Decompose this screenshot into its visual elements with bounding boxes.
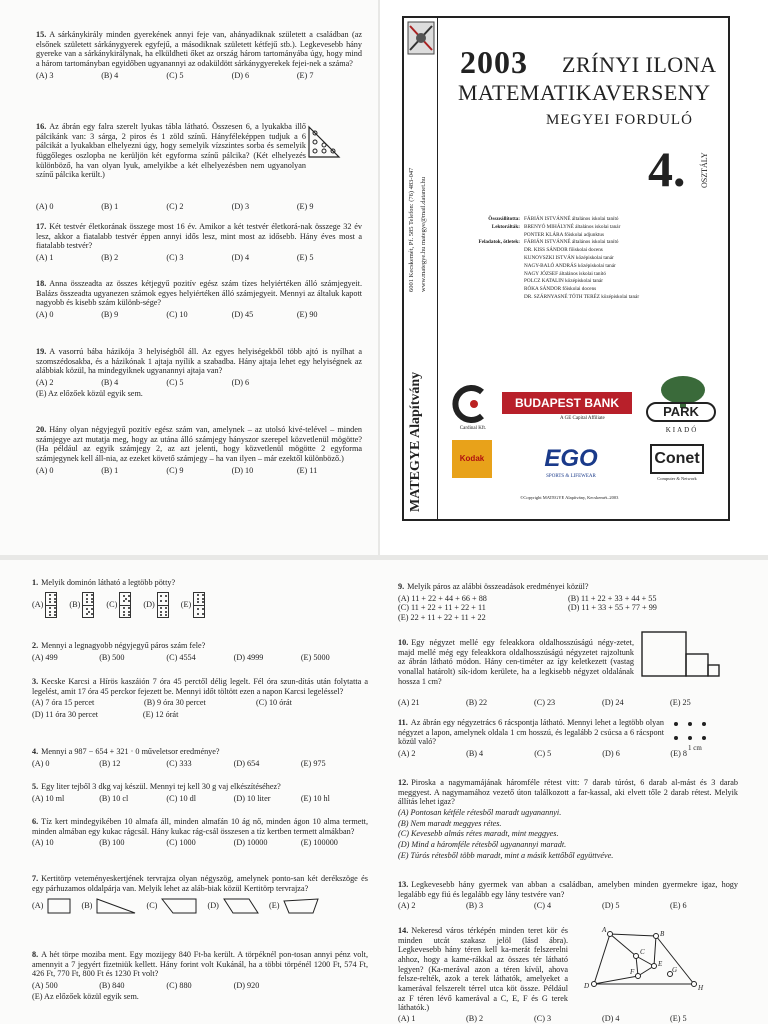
domino-pip	[165, 600, 167, 602]
domino-pip	[160, 600, 162, 602]
shape-d	[223, 897, 259, 915]
hole-board-figure	[306, 124, 342, 160]
gutter-horizontal	[0, 555, 768, 560]
staff-authors: Feladatok, ötletek: FÁBIÁN ISTVÁNNÉ általános iskolai tanító DR. KISS SÁNDOR főiskolai docens KUNOVSZKI ISTVÁN középiskolai tanár NAGY-BALÓ ANDRÁS középiskolai tanár NAGY JÓZSEF általános iskolai tanító POLCZ KATALIN középiskolai tanár RÓKA SÁNDOR főiskolai docens DR. SZÁRNYASNÉ TÓTH TERÉZ középiskolai tanár	[478, 239, 640, 300]
domino-pip	[54, 611, 56, 613]
conet-sub: Computer & Network	[657, 476, 697, 481]
domino-pip	[128, 611, 130, 613]
domino-pip	[91, 598, 93, 600]
domino-pip	[197, 613, 199, 615]
domino-pip	[49, 611, 51, 613]
question-11: 11. Az ábrán egy négyzetrács 6 rácspontja látható. Mennyi lehet a legtöbb olyan négyzet a lapon, amelynek oldala 1 cm hosszú, és legalább 2 csúcsa a 6 rácspont közül való? (A) 2 (B) 4 (C) 5 (D) 6 (E) 8	[398, 718, 687, 759]
question-7: 7. Kertitörp veteményeskertjének tervrajza olyan négyszög, amelynek ponto-san két derékszöge és egy párhuzamos oldalpárja van. Melyik lehet az aláb-biak közül Kertitörp tervrajza? (A) (B) (C) (D) (E)	[32, 874, 368, 915]
contest-year: 2003	[460, 44, 528, 80]
gutter-vertical	[378, 0, 380, 555]
domino-d	[157, 592, 169, 618]
question-15: 15. A sárkánykirály minden gyerekének annyi feje van, ahányadiknak született a családban (az elsőnek született sárkánygyerek egyfejű, a másodiknak született kétfejű stb.). Legkevesebb hány gyereke van a sárkánykirálynak, ha elküldheti őket az ország három tartományába úgy, hogy mind a három tartományban egyidőben ugyanannyi az odaküldött sárkánygyerekek fejei-nek a száma? (A) 3 (B) 4 (C) 5 (D) 6 (E) 7	[36, 30, 362, 80]
publisher-web: www.mategye.hu mategye@mail.datanet.hu	[420, 176, 427, 292]
domino-pip	[86, 601, 88, 603]
domino-pip	[197, 598, 199, 600]
domino-pip	[197, 601, 199, 603]
question-9: 9. Melyik páros az alábbi összeadások eredményei közül? (A) 11 + 22 + 44 + 66 + 88 (B) 11 + 22 + 33 + 44 + 55 (C) 11 + 22 + 11 + 22 + 11 (D) 11 + 33 + 55 + 77 + 99 (E) 22 + 11 + 22 + 11 + 22	[398, 582, 657, 623]
shape-e	[283, 897, 319, 915]
domino-pip	[123, 607, 125, 609]
domino-a	[45, 592, 57, 618]
lattice-points-figure	[670, 718, 714, 746]
conet-logo: Conet	[650, 444, 704, 474]
question-4: 4. Mennyi a 987 − 654 + 321 · 0 műveletsor eredménye? (A) 0 (B) 12 (C) 333 (D) 654 (E) 975	[32, 747, 326, 768]
domino-pip	[54, 594, 56, 596]
map-label-f: F	[630, 968, 635, 976]
domino-pip	[160, 595, 162, 597]
question-10: 10. Egy négyzet mellé egy feleakkora oldalhosszúságú négy-zetet, majd mellé még egy feleakkora oldalhosszúságú négyzetet rajzoltunk az ábrán látható módon. Hány cen-timéter az így keletkezett (vastag vonallal határolt) sík-idom kerülete, ha a legkisebb négyzet oldalának hossza 1 cm?	[398, 638, 634, 686]
staff-compiler: Összeállította: FÁBIÁN ISTVÁNNÉ általános iskolai tanító	[488, 216, 619, 222]
domino-e	[193, 592, 205, 618]
map-label-d: D	[584, 982, 590, 990]
question-14-options: (A) 1 (B) 2 (C) 3 (D) 4 (E) 5	[398, 1014, 687, 1023]
domino-pip	[165, 614, 167, 616]
cardinal-logo-icon	[452, 384, 492, 424]
contest-name: ZRÍNYI ILONA	[562, 52, 717, 77]
domino-pip	[49, 601, 51, 603]
domino-pip	[91, 613, 93, 615]
kodak-logo: Kodak	[452, 440, 492, 478]
map-label-g: G	[672, 966, 678, 974]
domino-pip	[202, 598, 204, 600]
map-label-h: H	[698, 984, 704, 992]
domino-pip	[202, 613, 204, 615]
shape-c	[161, 897, 197, 915]
domino-b	[82, 592, 94, 618]
domino-pip	[54, 598, 56, 600]
domino-pip	[86, 608, 88, 610]
shape-b	[96, 897, 136, 915]
lattice-unit-label: 1 cm	[688, 744, 702, 752]
domino-pip	[160, 614, 162, 616]
domino-pip	[86, 594, 88, 596]
question-20: 20. Hány olyan négyjegyű pozitív egész szám van, amelynek – az utolsó kivé-telével – minden számjegye azt mutatja meg, hogy az utána álló számjegy hányszor szerepel közvetlenül mögötte? (Ha például az egyik számjegy 2, az azt jelenti, hogy közvetlenül mögötte 2 egyforma számjegynek kell áll-nia, az ezeket követő számjegy – ha van ilyen – már ezektől különböző.) (A) 0 (B) 1 (C) 9 (D) 10 (E) 11	[36, 425, 362, 475]
domino-options: (A) (B) (C) (D) (E)	[32, 592, 368, 618]
shape-options: (A) (B) (C) (D) (E)	[32, 897, 368, 915]
domino-pip	[160, 611, 162, 613]
question-2: 2. Mennyi a legnagyobb négyjegyű páros szám fele? (A) 499 (B) 500 (C) 4554 (D) 4999 (E) 5000	[32, 641, 330, 662]
budapest-bank-sub: A GE Capital Affiliate	[560, 416, 605, 421]
domino-pip	[165, 595, 167, 597]
question-1: 1. Melyik dominón látható a legtöbb pötty? (A) (B) (C) (D) (E)	[32, 578, 368, 618]
domino-pip	[86, 613, 88, 615]
domino-pip	[49, 607, 51, 609]
copyright: ©Copyright MATEGYE Alapítvány, Kecskemét–2003	[520, 495, 619, 500]
question-17: 17. Két testvér életkorának összege most 16 év. Amikor a két testvér életkorá-nak összege 32 év lesz, akkor a fiatalabb testvér éppen annyi idős lesz, mint most az idősebb. Hány éves most a fiatalabb testvér? (A) 1 (B) 2 (C) 3 (D) 4 (E) 5	[36, 222, 362, 263]
shape-a	[47, 897, 71, 915]
question-3: 3. Kecske Karcsi a Hírös kaszáión 7 óra 45 perctől délig legelt. Fél óra szun-dítás után folytatta a legelést, amit 17 óra 45 perckor fejezett be. Mennyi időt töltött ezen a napon Karcsi legeléssel? (A) 7 óra 15 percet (B) 9 óra 30 percet (C) 10 órát (D) 11 óra 30 percet (E) 12 órát	[32, 677, 368, 720]
domino-pip	[91, 608, 93, 610]
question-10-options: (A) 21 (B) 22 (C) 23 (D) 24 (E) 25	[398, 698, 691, 707]
domino-pip	[128, 600, 130, 602]
squares-figure	[640, 630, 726, 678]
domino-pip	[165, 607, 167, 609]
staff-reviewers: Lektorálták: BRENYÓ MIHÁLYNÉ általános iskolai tanár PONTER KLÁRA főiskolai adjunktus	[491, 223, 621, 238]
domino-pip	[123, 595, 125, 597]
city-map-figure	[574, 924, 714, 994]
map-label-b: B	[660, 930, 665, 938]
grade-label: OSZTÁLY	[700, 152, 709, 188]
domino-pip	[202, 601, 204, 603]
map-label-c: C	[640, 948, 645, 956]
budapest-bank-logo: BUDAPEST BANK	[502, 392, 632, 414]
domino-pip	[123, 611, 125, 613]
domino-pip	[160, 607, 162, 609]
staff-list	[468, 216, 639, 302]
contest-title: MATEMATIKAVERSENY	[458, 80, 711, 105]
publisher-address: 6001 Kecskemét, Pf. 585 Telefon: (76) 483-047	[408, 167, 415, 292]
cardinal-label: Cardinal Kft.	[459, 426, 487, 431]
map-label-a: A	[602, 926, 607, 934]
domino-pip	[202, 608, 204, 610]
domino-pip	[197, 608, 199, 610]
domino-pip	[54, 607, 56, 609]
domino-pip	[54, 614, 56, 616]
domino-pip	[123, 600, 125, 602]
domino-pip	[125, 598, 127, 600]
question-18: 18. Anna összeadta az összes kétjegyű pozitív egész szám tízes helyiértéken álló számjegyeit. Balázs összeadta ugyanezen számok egyes helyiértéken álló számjegyeit. Mennyi az általuk kapott nagyobb és kisebb szám különb-sége? (A) 0 (B) 9 (C) 10 (D) 45 (E) 90	[36, 279, 362, 320]
question-16: 16. Az ábrán egy falra szerelt lyukas tábla látható. Összesen 6, a lyukakba illő pálcikánk van: 3 sárga, 2 piros és 1 zöld színű. Hányféleképpen tudjuk a 6 pálcikát a lyukakban elhelyezni úgy, hogy semelyik vízszintes sorba és semelyik függőleges oszlopba ne kerüljön két egyforma színű pálcika? (Két elhelyezés különböző, ha van olyan lyuk, amelyikbe a két elhelyezésben nem ugyanolyan színű pálcika került.)	[36, 122, 306, 180]
domino-pip	[54, 601, 56, 603]
question-19: 19. A vasorrú bába házikója 3 helyiségből áll. Az egyes helyiségekből több ajtó is nyílhat a szomszédosakba, és a házikónak 1 ajtaja nyílik a szabadba. Hány ajtaja lehet egy helyiségnek az alábbiak közül, ha mindegyiknek ugyanannyi ajtaja van? (A) 2 (B) 4 (C) 5 (D) 6 (E) Az előzőek közül egyik sem.	[36, 347, 362, 398]
contest-round: MEGYEI FORDULÓ	[546, 112, 693, 128]
domino-pip	[91, 594, 93, 596]
ego-sub: SPORTS & LIFEWEAR	[546, 474, 596, 479]
domino-pip	[49, 594, 51, 596]
domino-pip	[128, 595, 130, 597]
park-sub: KIADÓ	[665, 426, 699, 434]
question-6: 6. Tíz kert mindegyikében 10 almafa áll, minden almafán 10 ág nő, minden ágon 10 alma termett, minden almában egy kukac rágcsál. Hány kukac rág-csál összesen a tíz kertben termett almákban? (A) 10 (B) 100 (C) 1000 (D) 10000 (E) 100000	[32, 817, 368, 848]
contest-emblem-icon	[406, 20, 436, 56]
question-8: 8. A hét törpe moziba ment. Egy mozijegy 840 Ft-ba került. A törpéknél pon-tosan annyi pénz volt, amennyit a 7 jegyért fizetniük kellett. Hány forint volt Kukánál, ha a többi törpénél 1200 Ft, 574 Ft, 426 Ft, 770 Ft, 800 Ft és 1230 Ft volt? (A) 500 (B) 840 (C) 880 (D) 920 (E) Az előzőek közül egyik sem.	[32, 950, 368, 1001]
park-logo: PARK	[646, 402, 716, 422]
domino-pip	[86, 598, 88, 600]
question-16-options: (A) 0 (B) 1 (C) 2 (D) 3 (E) 9	[36, 202, 314, 211]
publisher-name: MATEGYE Alapítvány	[408, 371, 423, 512]
question-12: 12. Piroska a nagymamájának háromféle rétest vitt: 7 darab túróst, 6 darab al-mást és 3 darab meggyest. A nagymamához vezető úton találkozott a far-kassal, aki elvett tőle 2 darab rétest. Melyik állítás lehet igaz? (A) Pontosan kétféle rétesből maradt ugyanannyi. (B) Nem maradt meggyes rétes. (C) Kevesebb almás rétes maradt, mint meggyes. (D) Mind a háromféle rétesből ugyanannyi maradt. (E) Túrós rétesből több maradt, mint a másik kettőből együttvéve.	[398, 778, 738, 860]
domino-pip	[49, 598, 51, 600]
ego-logo: EGO	[544, 444, 598, 472]
domino-pip	[91, 601, 93, 603]
domino-pip	[128, 607, 130, 609]
domino-pip	[49, 614, 51, 616]
domino-pip	[128, 614, 130, 616]
domino-pip	[165, 611, 167, 613]
question-14: 14. Nekeresd város térképén minden teret kör és minden utcát szakasz jelöl (lásd ábra). Legkevesebb hány téren kell ka-merát felszerelni ahhoz, hogy a kame-rákkal az összes tér látható legyen? (Ka-merával azon a téren kívül, ahova felsze-relték, azok a terek láthatók, amelyeket a kamerával felszerelt térrel utca köt össze. Például az F téren lévő kamerával a C, E, F és G terek láthatók.)	[398, 926, 568, 1013]
domino-pip	[88, 611, 90, 613]
question-13: 13. Legkevesebb hány gyermek van abban a családban, amelyben minden gyermekre igaz, hogy legalább egy fiú és legalább egy lány testvére van? (A) 2 (B) 3 (C) 4 (D) 5 (E) 6	[398, 880, 738, 911]
domino-pip	[202, 594, 204, 596]
grade-number: 4.	[648, 141, 686, 197]
domino-pip	[123, 614, 125, 616]
domino-pip	[197, 594, 199, 596]
domino-c	[119, 592, 131, 618]
map-label-e: E	[658, 960, 663, 968]
question-5: 5. Egy liter tejből 3 dkg vaj készül. Mennyi tej kell 30 g vaj elkészítéséhez? (A) 10 ml (B) 10 cl (C) 10 dl (D) 10 liter (E) 10 hl	[32, 782, 330, 803]
